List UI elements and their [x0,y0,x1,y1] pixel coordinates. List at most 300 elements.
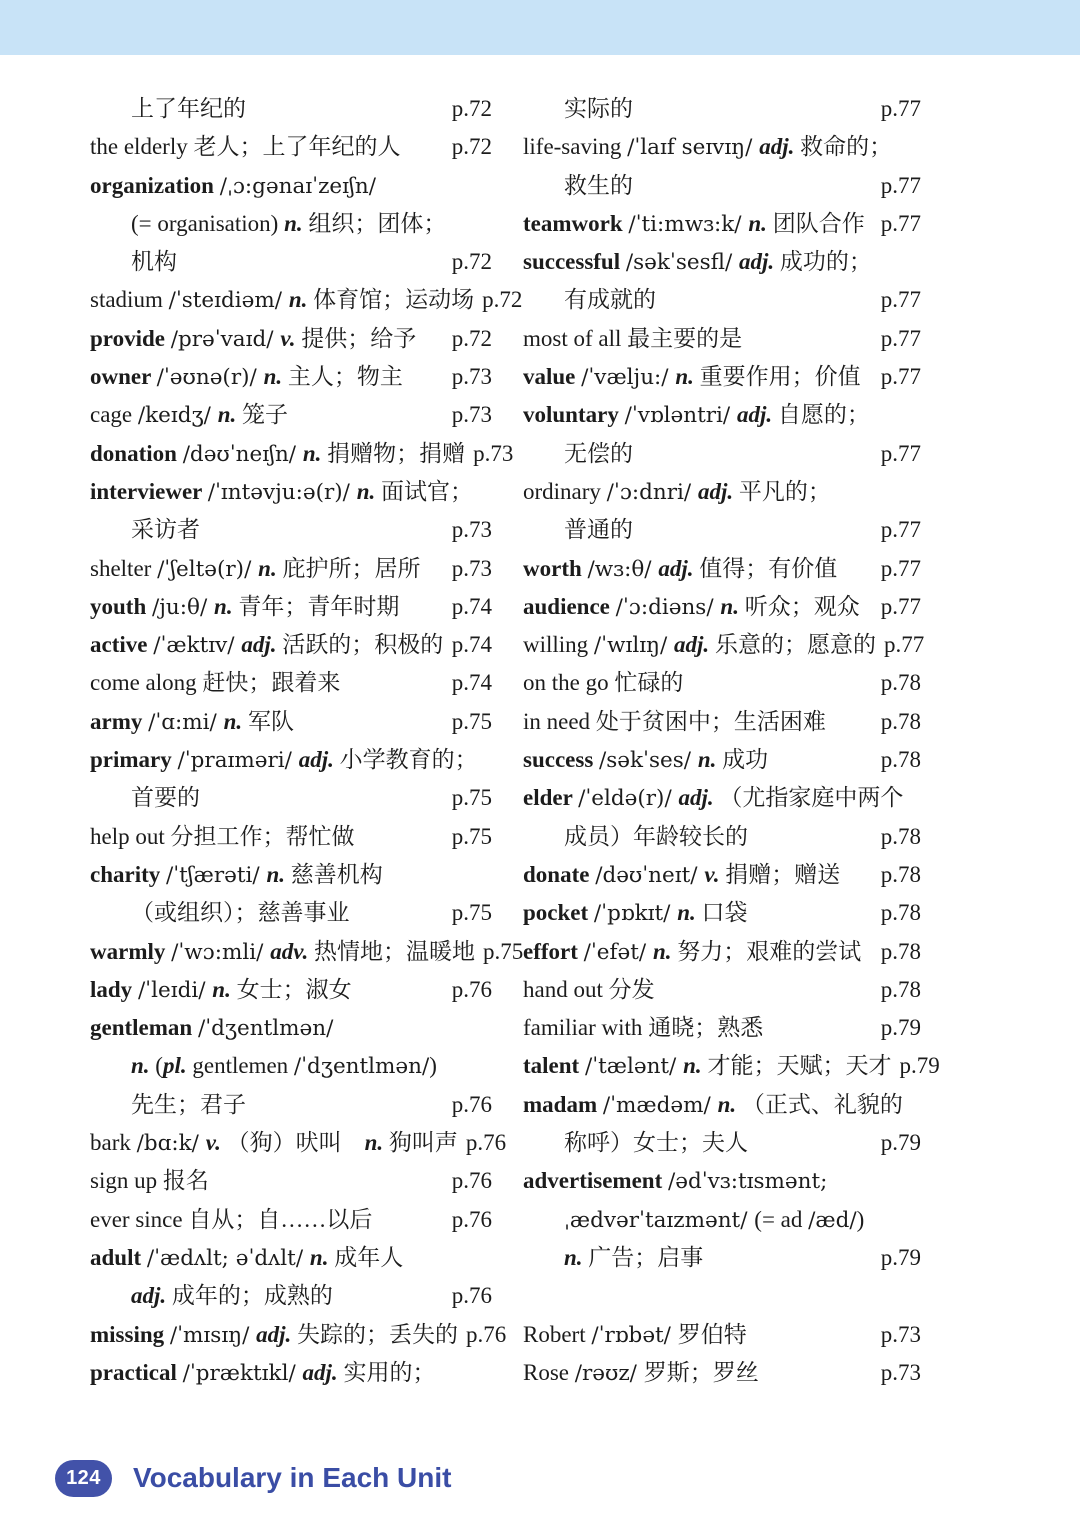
headword: effort [523,938,584,964]
part-of-speech-label: adv. [270,938,315,964]
page-reference: p.73 [880,1321,921,1347]
entry-text [523,626,876,665]
page-reference: p.78 [880,823,921,849]
vocab-row [90,167,492,205]
word-text: stadium [90,287,169,313]
vocab-row [90,588,492,626]
entry-text [90,1009,333,1048]
headword: practical [90,1359,183,1385]
part-of-speech-label: n. [263,364,288,390]
word-text: bark [90,1130,137,1156]
entry-text [523,243,872,282]
headword: organization [90,172,220,198]
page-reference: p.73 [451,402,492,428]
vocab-row [523,281,921,319]
page-reference: p.73 [451,517,492,543]
entry-text [90,1316,458,1355]
entry-text [523,856,840,895]
phonetic-transcription: /dəʊˈneɪʃn/ [182,441,303,467]
word-text: Rose [523,1359,575,1385]
page-reference: p.72 [482,287,523,313]
phonetic-transcription: /ˈəʊnə(r)/ [156,365,264,391]
entry-text [90,1162,209,1200]
chinese-definition: 听众；观众 [744,593,860,619]
headword: adult [90,1244,147,1270]
headword: army [90,708,149,734]
vocab-row [90,971,492,1009]
phonetic-transcription: /ˈeldə(r)/ [578,786,679,812]
vocab-row [523,550,921,588]
chinese-definition: （正式、礼貌的 [741,1091,903,1117]
phonetic-transcription: /wɜ:θ/ [587,556,659,582]
vocab-row [523,1239,921,1277]
page-reference: p.79 [880,1244,921,1270]
part-of-speech-label: n. [364,1130,389,1156]
word-text: (= organisation) [131,210,285,236]
part-of-speech-label: adj. [131,1283,172,1309]
entry-text [523,1201,864,1240]
entry-text [523,1162,827,1201]
word-text: willing [523,632,594,658]
phonetic-transcription: /ˈvælju:/ [581,365,676,391]
part-of-speech-label: adj. [678,785,720,811]
word-text: ( [155,1053,163,1079]
headword: gentleman [90,1015,198,1041]
phonetic-transcription: /ˈti:mwɜ:k/ [628,211,749,237]
vocab-row [523,128,921,166]
vocab-row [523,473,921,511]
phonetic-transcription: /ˈɔ:diəns/ [615,594,721,620]
entry-text [90,1277,333,1315]
part-of-speech-label: v. [704,861,726,887]
entry-text [523,90,633,128]
chinese-definition: 广告；启事 [588,1244,704,1270]
vocab-row [523,971,921,1009]
vocab-row [523,243,921,281]
phonetic-transcription: /ˈrɒbət/ [591,1322,678,1348]
word-text: familiar with [523,1015,649,1041]
headword: donation [90,440,183,466]
headword: advertisement [523,1168,668,1194]
chinese-definition: 乐意的；愿意的 [714,632,876,658]
vocab-row [523,167,921,205]
chinese-definition: 口袋 [701,900,748,926]
phonetic-transcription: /ˈædʌlt; əˈdʌlt/ [146,1245,310,1271]
chinese-definition: 救命的； [800,134,893,160]
vocab-row [523,664,921,702]
page-reference: p.74 [451,632,492,658]
entry-text [90,588,399,627]
entry-text [523,894,748,933]
phonetic-transcription: /ˈpraɪməri/ [177,748,299,774]
vocab-row [523,626,925,664]
entry-text [90,894,350,932]
part-of-speech-label: adj. [241,632,283,658]
entry-text [90,281,474,320]
word-text: ordinary [523,478,607,504]
headword: youth [90,593,152,619]
left-column [90,90,524,1392]
word-text: hand out [523,976,609,1002]
chinese-definition: 重要作用；价值 [699,364,861,390]
page-reference: p.77 [880,555,921,581]
entry-text [523,1124,748,1162]
headword: donate [523,861,596,887]
chinese-definition: 热情地；温暖地 [314,938,476,964]
part-of-speech-label: n. [214,593,239,619]
part-of-speech-label: v. [205,1130,227,1156]
entry-text [523,1009,763,1047]
page-reference: p.76 [451,1091,492,1117]
headword: charity [90,861,167,887]
headword: active [90,632,154,658]
phonetic-transcription: /ˈwɪlɪŋ/ [593,633,675,659]
entry-text [90,1239,403,1278]
part-of-speech-label: n. [302,440,328,466]
vocab-row [523,1354,921,1392]
part-of-speech-label: n. [266,861,291,887]
page-footer [55,1458,451,1498]
vocab-row [523,741,921,779]
chinese-definition: 成员）年龄较长的 [564,823,748,849]
part-of-speech-label: adj. [739,249,780,275]
vocab-row [523,1201,921,1239]
headword: lady [90,976,138,1002]
entry-text [523,128,892,167]
chinese-definition: （尤指家庭中两个 [719,785,904,811]
chinese-definition: 处于贫困中；生活困难 [595,708,826,734]
vocab-row [90,818,492,856]
vocab-row [90,626,492,664]
entry-text [90,1124,458,1163]
vocab-row [90,741,492,779]
page-reference: p.73 [880,1359,921,1385]
entry-text [90,664,340,702]
entry-text [90,971,352,1010]
chinese-definition: 狗叫声 [388,1130,458,1156]
phonetic-transcription: /ˈmɪsɪŋ/ [169,1322,257,1348]
vocab-row [90,703,492,741]
part-of-speech-label: adj. [658,555,700,581]
chinese-definition: 机构 [131,249,177,275]
vocab-row [523,1047,940,1085]
entry-text [523,971,655,1009]
page-reference: p.75 [451,823,492,849]
chinese-definition: 无偿的 [564,440,633,466]
page-reference: p.77 [880,440,921,466]
word-text: Robert [523,1321,592,1347]
vocab-row [523,588,921,626]
word-text: shelter [90,555,158,581]
chinese-definition: （或组织）；慈善事业 [131,900,350,926]
entry-text [90,396,288,435]
vocab-row [90,933,524,971]
vocab-row [523,933,921,971]
entry-text [523,1316,747,1355]
vocab-row [90,243,492,281]
headword: owner [90,364,157,390]
word-text: ) [429,1053,437,1079]
vocab-row [90,1239,492,1277]
vocab-row [523,1316,921,1354]
vocab-row [523,435,921,473]
page-reference: p.76 [466,1321,507,1347]
phonetic-transcription: /ˈtælənt/ [584,1054,684,1080]
vocab-row [90,435,514,473]
phonetic-transcription: /ˈefət/ [583,939,653,965]
word-text: come along [90,670,203,696]
page-reference: p.78 [880,747,921,773]
entry-text [523,1239,703,1277]
part-of-speech-label: v. [280,325,302,351]
vocab-row [90,320,492,358]
entry-text [90,358,403,397]
entry-text [523,703,826,741]
vocab-row [523,1009,921,1047]
phonetic-transcription: /ˈɪntəvju:ə(r)/ [207,479,357,505]
entry-text [90,933,475,972]
part-of-speech-label: n. [217,402,243,428]
chinese-definition: 活跃的；积极的 [282,632,444,658]
part-of-speech-label: adj. [736,402,778,428]
phonetic-transcription: /ˈdʒentlmən/ [293,1054,430,1080]
phonetic-transcription: /səkˈsesfl/ [625,250,740,276]
page-reference: p.75 [451,708,492,734]
page-reference: p.76 [465,1130,507,1156]
entry-text [523,741,768,780]
page-reference: p.77 [880,96,921,121]
chinese-definition: 分担工作；帮忙做 [170,823,355,849]
entry-text [90,1201,372,1239]
page-reference: p.77 [880,364,921,390]
phonetic-transcription: /dəʊˈneɪt/ [595,862,705,888]
headword: worth [523,555,588,581]
phonetic-transcription: /ˈpɒkɪt/ [593,901,678,927]
entry-text [90,243,177,281]
page-reference: p.72 [451,325,492,351]
phonetic-transcription: /ˌɔ:gənaɪˈzeɪʃn/ [219,173,376,199]
headword: warmly [90,938,172,964]
vocab-row [90,1124,507,1162]
vocab-row [90,511,492,549]
part-of-speech-label: n. [717,1091,742,1117]
vocab-row [523,320,921,358]
chinese-definition: 首要的 [131,785,200,811]
page-reference: p.79 [880,1015,921,1041]
page-reference: p.73 [473,440,514,466]
phonetic-transcription: /ˈæktɪv/ [153,633,242,659]
chinese-definition: 青年；青年时期 [238,593,400,619]
entry-text [523,396,870,435]
page-reference: p.72 [451,134,492,160]
part-of-speech-label: adj. [298,747,340,773]
page-reference: p.77 [880,172,921,198]
phonetic-transcription: /ˈpræktɪkl/ [182,1360,303,1386]
part-of-speech-label: n. [212,976,237,1002]
chinese-definition: 军队 [247,708,294,734]
headword: provide [90,325,171,351]
right-column [523,90,940,1392]
chinese-definition: 报名 [162,1168,209,1194]
part-of-speech-label: n. [652,938,678,964]
vocab-row [523,90,921,128]
chinese-definition: 实用的； [343,1359,436,1385]
vocab-row [90,664,492,702]
phonetic-transcription: /ˈɔ:dnri/ [606,479,698,505]
entry-text [90,205,446,243]
entry-text [523,779,903,818]
phonetic-transcription: /ˈɑ:mi/ [148,709,224,735]
page-reference: p.75 [451,900,492,926]
part-of-speech-label: n. [748,210,773,236]
chinese-definition: 分发 [608,976,655,1002]
vocab-row [90,856,492,894]
word-text: sign up [90,1168,163,1194]
vocab-row [90,1277,492,1315]
page-reference: p.73 [451,555,492,581]
entry-text [90,818,355,856]
headword: value [523,364,582,390]
headword: success [523,747,600,773]
entry-text [523,167,633,205]
vocab-row [523,1086,921,1124]
entry-text [523,473,831,512]
chinese-definition: 自从；自……以后 [188,1206,373,1232]
headword: missing [90,1321,170,1347]
entry-text [523,1086,903,1125]
page-reference: p.79 [880,1130,921,1156]
page-reference: p.78 [880,938,921,964]
headword: successful [523,249,626,275]
entry-text [523,933,861,972]
phonetic-transcription: /ˈlaɪf seɪvɪŋ/ [627,135,760,161]
chinese-definition: 有成就的 [564,287,656,313]
phonetic-transcription: /rəʊz/ [574,1360,644,1386]
entry-text [523,358,861,397]
entry-text [90,1354,435,1393]
vocab-row [90,894,492,932]
chinese-definition: 成年的；成熟的 [171,1283,333,1309]
part-of-speech-label: n. [356,478,382,504]
entry-text [90,1047,437,1086]
entry-text [90,1086,246,1124]
word-text: on the go [523,670,615,696]
page-reference: p.72 [451,249,492,275]
entry-text [90,128,400,166]
headword: talent [523,1053,585,1079]
page-reference: p.77 [880,210,921,236]
word-text: most of all [523,325,628,351]
vocab-row [90,1047,492,1085]
part-of-speech-label: n. [284,210,309,236]
part-of-speech-label: adj. [759,134,801,160]
part-of-speech-label: adj. [697,478,739,504]
page-reference: p.77 [880,593,921,619]
vocab-row [523,358,921,396]
phonetic-transcription: /ju:θ/ [152,594,215,620]
word-text: (= ad [754,1206,809,1232]
phonetic-transcription: /ədˈvɜ:tɪsmənt; [668,1169,828,1195]
page-reference: p.78 [880,900,921,926]
page-reference: p.72 [451,96,492,121]
headword: elder [523,785,579,811]
part-of-speech-label: pl. [162,1053,193,1079]
page-reference: p.78 [880,708,921,734]
page-reference: p.76 [451,1206,492,1232]
entry-text [523,435,633,473]
part-of-speech-label: n. [720,593,745,619]
entry-text [90,703,294,742]
chinese-definition: 上了年纪的 [131,96,246,121]
page-reference: p.77 [880,325,921,351]
entry-text [523,511,633,549]
entry-text [523,320,742,358]
word-text: cage [90,402,138,428]
part-of-speech-label: n. [677,900,702,926]
chinese-definition: 赶快；跟着来 [202,670,341,696]
vocab-row [523,1162,921,1200]
headword: madam [523,1091,603,1117]
part-of-speech-label: n. [675,364,700,390]
part-of-speech-label: n. [697,747,723,773]
page-reference: p.74 [451,593,492,619]
word-text: in need [523,708,596,734]
phonetic-transcription: /ˈdʒentlmən/ [197,1016,334,1042]
chinese-definition: 称呼）女士；夫人 [564,1130,748,1156]
word-text: gentlemen [192,1053,294,1079]
vocab-row [90,358,492,396]
entry-text [90,511,200,549]
chinese-definition: 捐赠；赠送 [725,861,841,887]
entry-text [90,435,465,474]
entry-text [90,626,443,665]
entry-text [523,205,865,244]
page-reference: p.76 [451,1283,492,1309]
part-of-speech-label: n. [223,708,248,734]
chinese-definition: （狗）吠叫 [226,1130,365,1156]
vocab-row [90,779,492,817]
page-reference: p.76 [451,1168,492,1194]
entry-text [90,779,200,817]
chinese-definition: 小学教育的； [339,747,478,773]
entry-text [90,90,246,128]
page-reference: p.73 [451,364,492,390]
vocab-row [90,550,492,588]
vocab-row [90,396,492,434]
page-reference: p.77 [880,287,921,313]
page-number-badge: 124 [55,1460,112,1497]
chinese-definition: 平凡的； [738,478,831,504]
entry-text [523,588,860,627]
headword: audience [523,593,616,619]
headword: voluntary [523,402,625,428]
entry-text [90,741,478,780]
phonetic-transcription: /ˈtʃærəti/ [166,862,267,888]
phonetic-transcription: /bɑ:k/ [136,1131,206,1157]
vocab-row [523,205,921,243]
entry-text [90,473,473,512]
vocab-row [90,90,492,128]
page-reference: p.78 [880,976,921,1002]
entry-text [90,167,376,206]
chinese-definition: 成功 [722,747,769,773]
entry-text [90,320,416,359]
headword: primary [90,747,178,773]
chinese-definition: 笼子 [242,402,289,428]
vocab-row [90,281,523,319]
word-text: help out [90,823,171,849]
page-reference: p.79 [899,1053,940,1079]
